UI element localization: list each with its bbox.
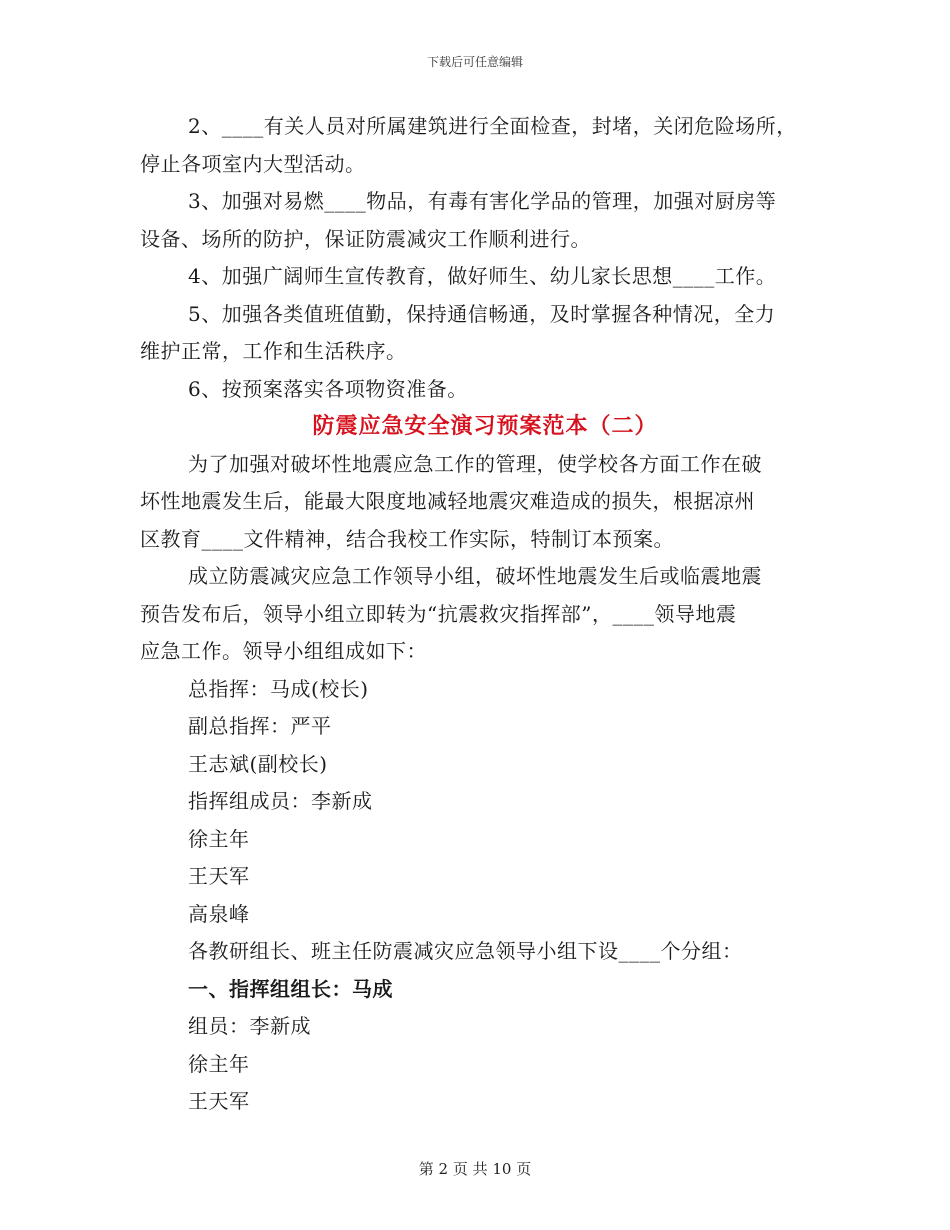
document-body [140,108,830,1121]
member-line: 徐主年 [188,1051,250,1076]
text-line: 区教育____文件精神，结合我校工作实际，特制订本预案。 [140,526,674,551]
text-line: 4、加强广阔师生宣传教育，做好师生、幼儿家长思想____工作。 [188,264,777,288]
member-line: 总指挥：马成(校长) [188,676,369,701]
text-line: 预告发布后，领导小组立即转为“抗震救灾指挥部”，____领导地震 [140,601,737,626]
member-line: 副总指挥：严平 [188,714,332,738]
paragraph [140,296,830,371]
page-footer: 第 2 页 共 10 页 [418,1160,532,1178]
member-line: 王志斌(副校长) [188,751,328,776]
member-line: 王天军 [188,864,250,888]
text-line: 2、____有关人员对所属建筑进行全面检查，封堵，关闭危险场所， [188,114,797,138]
text-line: 为了加强对破坏性地震应急工作的管理，使学校各方面工作在破 [188,451,762,476]
paragraph [140,183,830,258]
member-line: 指挥组成员：李新成 [188,789,373,813]
text-line: 维护正常，工作和生活秩序。 [140,339,407,363]
paragraph [140,446,830,559]
text-line: 坏性地震发生后，能最大限度地减轻地震灾难造成的损失，根据凉州 [140,489,755,513]
member-line: 徐主年 [188,826,250,851]
page-header: 下载后可任意编辑 [426,55,523,69]
member-line: 组员：李新成 [188,1014,311,1038]
paragraph [140,108,830,183]
text-line: 应急工作。领导小组组成如下： [140,639,427,663]
text-line: 停止各项室内大型活动。 [140,151,366,176]
member-line: 高泉峰 [188,901,250,926]
paragraph [140,258,830,296]
member-line: 王天军 [188,1089,250,1113]
group-heading: 一、指挥组组长：马成 [188,976,393,1001]
text-line: 设备、场所的防护，保证防震减灾工作顺利进行。 [140,226,591,251]
member-list [140,671,830,971]
text-line: 6、按预案落实各项物资准备。 [188,376,468,401]
group-member-list [140,1008,830,1121]
member-line: 各教研组长、班主任防震减灾应急领导小组下设____个分组： [188,939,743,963]
section-title: 防震应急安全演习预案范本（二） [312,413,658,439]
paragraph [140,558,830,671]
text-line: 5、加强各类值班值勤，保持通信畅通，及时掌握各种情况，全力 [188,301,776,326]
paragraph [140,371,830,409]
text-line: 成立防震减灾应急工作领导小组，破坏性地震发生后或临震地震 [188,564,762,588]
text-line: 3、加强对易燃____物品，有毒有害化学品的管理，加强对厨房等 [188,189,777,213]
